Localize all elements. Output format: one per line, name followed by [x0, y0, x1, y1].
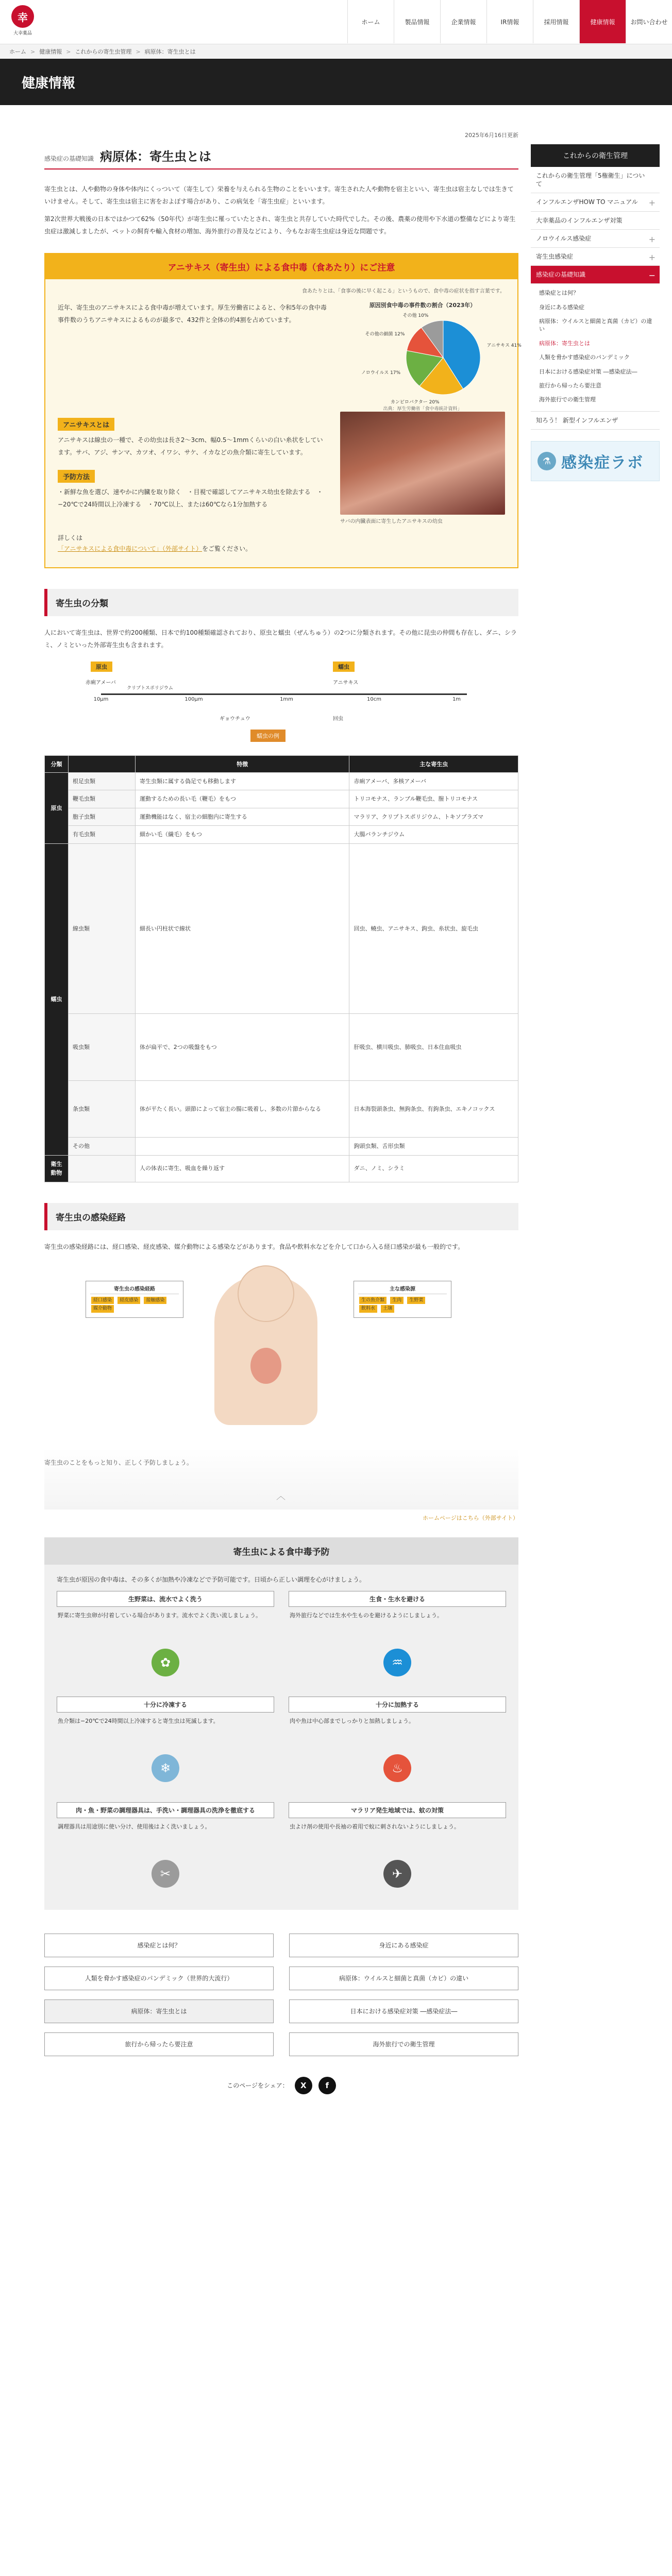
expand-icon[interactable]: + [648, 198, 656, 208]
sidebar-subitem[interactable]: 旅行から帰ったら要注意 [539, 382, 601, 389]
table-kind [69, 1155, 136, 1182]
fire-icon: ♨ [383, 1754, 411, 1782]
chart-note: 出典：厚生労働省「食中毒統計資料」 [383, 406, 462, 412]
routes-card-left [86, 1281, 183, 1318]
anisakis-photo-col [340, 412, 505, 526]
routes-text: 寄生虫の感染経路には、経口感染、経皮感染、媒介動物による感染などがあります。食品や飲料水などを介して口から入る経口感染が最も一般的です。 [44, 1243, 464, 1250]
table-row [45, 790, 518, 808]
related-link[interactable]: 旅行から帰ったら要注意 [44, 2032, 274, 2056]
nav-products[interactable]: 製品情報 [394, 0, 440, 43]
table-kind: 線虫類 [69, 844, 136, 1014]
table-examples: 日本海裂頭条虫、無鉤条虫、有鉤条虫、エキノコックス [349, 1081, 518, 1138]
article-main [44, 131, 522, 2094]
logo-mark-icon: 幸 [11, 5, 34, 28]
knife-icon: ✂ [152, 1860, 179, 1888]
related-link[interactable]: 身近にある感染症 [289, 1934, 518, 1957]
related-link[interactable]: 感染症とは何？ [44, 1934, 274, 1957]
related-link[interactable]: 日本における感染症対策 ―感染症法― [289, 1999, 518, 2023]
sidebar-subitem[interactable]: 感染症とは何？ [539, 290, 579, 297]
prevention-card [57, 1591, 274, 1686]
nav-contact[interactable]: お問い合わせ [626, 0, 672, 43]
sidebar-item[interactable]: ノロウイルス感染症 + [531, 230, 660, 248]
prevention-card-desc: 虫よけ剤の使用や長袖の着用で蚊に刺されないようにしましょう。 [290, 1823, 460, 1830]
route-tag: 媒介動物 [91, 1305, 114, 1312]
nav-health[interactable]: 健康情報 [579, 0, 626, 43]
tick-label: 100μm [184, 696, 203, 702]
breadcrumb-separator: > [66, 48, 71, 55]
table-header: 主な寄生虫 [349, 755, 518, 772]
table-feature: 運動するための長い毛（鞭毛）をもつ [136, 790, 349, 808]
prevent-text: ・新鮮な魚を選び、速やかに内臓を取り除く ・目視で確認してアニサキス幼虫を除去する ・−20℃で24時間以上冷凍する ・70℃以上、または60℃なら1分加熱する [58, 488, 323, 508]
helminth-example-button[interactable]: 蠕虫の例 [250, 730, 285, 742]
sidebar-subitem-current[interactable]: 病原体：寄生虫とは [539, 340, 590, 347]
related-link[interactable]: 人類を脅かす感染症のパンデミック（世界的大流行） [44, 1967, 274, 1990]
intro-paragraph-1: 寄生虫とは、人や動物の身体や体内にくっついて（寄生して）栄養を与えられる生物のことをいいます。寄生された人や動物を宿主といい、寄生虫は宿主なしでは生きていけません。そして、寄生虫は宿主に害をおよぼす場合があり、この病気を「寄生虫症」といいます。 [44, 185, 514, 205]
table-examples: 大腸バランチジウム [349, 826, 518, 844]
source-tag: 飲料水 [359, 1305, 377, 1312]
table-feature: 寄生虫類に属する偽足でも移動します [136, 772, 349, 790]
breadcrumb-separator: > [136, 48, 141, 55]
table-examples: ダニ、ノミ、シラミ [349, 1155, 518, 1182]
sidebar-subitem[interactable]: 日本における感染症対策 ―感染症法― [539, 368, 637, 375]
route-tag: 経皮感染 [117, 1297, 140, 1304]
table-feature: 細長い円柱状で線状 [136, 844, 349, 1014]
update-date: 2025年6月16日更新 [465, 132, 518, 139]
parasite-table [44, 755, 518, 1182]
more-prefix: 詳しくは [58, 534, 83, 541]
global-nav [347, 0, 672, 43]
prevention-card [289, 1591, 506, 1686]
expand-area [44, 1448, 518, 1510]
prevention-card-desc: 野菜に寄生虫卵が付着している場合があります。流水でよく洗い流しましょう。 [58, 1612, 262, 1619]
anisakis-what-col [58, 412, 328, 526]
table-row [45, 1014, 518, 1081]
tick-label: 1mm [280, 696, 293, 702]
table-category: 原虫 [45, 772, 69, 843]
prevention-card-title: 生食・生水を避ける [289, 1591, 506, 1607]
anisakis-box [44, 253, 522, 568]
sidebar-item[interactable]: 大幸薬品のインフルエンザ対策 [531, 212, 660, 230]
table-category: 衛生動物 [45, 1155, 69, 1182]
prevention-box [44, 1537, 518, 1910]
routes-card-right [354, 1281, 451, 1318]
more-suffix: をご覧ください。 [202, 545, 252, 553]
breadcrumb-current: 病原体：寄生虫とは [144, 48, 196, 55]
table-examples: トリコモナス、ランブル鞭毛虫、膣トリコモナス [349, 790, 518, 808]
prevention-card-desc: 海外旅行などでは生水や生ものを避けるようにしましょう。 [290, 1612, 443, 1619]
prevention-card-title: マラリア発生地域では、蚊の対策 [289, 1802, 506, 1818]
species-amoeba: 赤痢アメーバ [86, 680, 116, 686]
breadcrumb-separator: > [30, 48, 36, 55]
prevention-card-title: 生野菜は、流水でよく洗う [57, 1591, 274, 1607]
source-tag: 生野菜 [407, 1297, 425, 1304]
sidebar [531, 144, 660, 481]
mosquito-icon: ✈ [383, 1860, 411, 1888]
prevention-card-title: 十分に冷凍する [57, 1697, 274, 1713]
prevention-card-title: 十分に加熱する [289, 1697, 506, 1713]
prevention-card-desc: 魚介類は−20℃で24時間以上冷凍すると寄生虫は死滅します。 [58, 1717, 219, 1724]
prevention-intro: 寄生虫が原因の食中毒は、その多くが加熱や冷凍などで予防可能です。日頃から正しい調理を心がけましょう。 [57, 1575, 366, 1583]
vegetable-icon: ✿ [152, 1649, 179, 1676]
species-crypto: クリプトスポリジウム [127, 685, 173, 691]
sidebar-subitem[interactable]: 海外旅行での衛生管理 [539, 396, 596, 403]
prevention-card [57, 1697, 274, 1792]
company-logo[interactable] [7, 5, 38, 36]
share-bar [44, 2077, 518, 2094]
intro-paragraph-2: 第2次世界大戦後の日本ではかつて62%（50年代）が寄生虫に罹っていたとされ、寄生虫と共存していた時代でした。その後、農薬の使用や下水道の整備などにより寄生虫症は激減しましたが、ペットの飼育や輸入食材の増加、海外旅行の普及などにより、今もなお寄生虫症は身近な問題です。 [44, 215, 516, 235]
twitter-icon[interactable]: X [295, 2077, 312, 2094]
tick-label: 1m [452, 696, 461, 702]
water-icon: ♒ [383, 1649, 411, 1676]
chart-title: 原因別食中毒の事件数の割合（2023年） [369, 302, 476, 309]
table-row [45, 1138, 518, 1156]
nav-home[interactable]: ホーム [347, 0, 394, 43]
anisakis-chart-col [340, 301, 522, 412]
anisakis-inner [45, 279, 522, 567]
facebook-icon[interactable]: f [318, 2077, 336, 2094]
what-text: アニサキスは線虫の一種で、その幼虫は長さ2〜3cm、幅0.5〜1mmくらいの白い糸状をしています。サバ、アジ、サンマ、カツオ、イワシ、サケ、イカなどの魚介類に寄生しています。 [58, 436, 323, 456]
sidebar-subitem[interactable]: 人類を脅かす感染症のパンデミック [539, 354, 630, 361]
collapse-icon[interactable]: − [648, 270, 656, 281]
sidebar-item[interactable]: 寄生虫感染症 + [531, 248, 660, 266]
article-title: 病原体：寄生虫とは [100, 149, 212, 164]
sidebar-item[interactable]: これからの衛生管理「5権衛生」について [531, 167, 660, 193]
tick-label: 10cm [367, 696, 381, 702]
flask-icon: ⚗ [537, 452, 556, 470]
article-heading [44, 146, 518, 170]
classification-heading: 寄生虫の分類 [44, 589, 518, 616]
table-row [45, 844, 518, 1014]
tick-label: 10μm [93, 696, 109, 702]
breadcrumb-home[interactable]: ホーム [9, 48, 26, 55]
table-feature: 細かい毛（繊毛）をもつ [136, 826, 349, 844]
fade-text: 寄生虫のことをもっと知り、正しく予防しましょう。 [44, 1459, 193, 1466]
share-label: このページをシェア： [227, 2082, 289, 2090]
anisakis-external-link[interactable]: 「アニサキスによる食中毒について」（外部サイト） [58, 545, 203, 553]
table-examples: 肝吸虫、横川吸虫、肺吸虫、日本住血吸虫 [349, 1014, 518, 1081]
freezer-icon: ❄ [152, 1754, 179, 1782]
classification-text: 人において寄生虫は、世界で約200種類、日本で約100種類確認されており、原虫と蠕虫（ぜんちゅう）の2つに分類されます。その他に昆虫の仲間も存在し、ダニ、シラミ、ノミといった外部寄生虫も含まれます。 [44, 629, 517, 649]
table-feature: 体が扁平で、2つの吸盤をもつ [136, 1014, 349, 1081]
photo-caption: サバの内臓表面に寄生したアニサキスの幼虫 [340, 518, 443, 524]
anisakis-row-2 [58, 412, 505, 526]
table-feature: 運動機能はなく、宿主の細胞内に寄生する [136, 808, 349, 826]
table-kind: 根足虫類 [69, 772, 136, 790]
anisakis-text: 近年、寄生虫のアニサキスによる食中毒が増えています。厚生労働省によると、令和5年の食中毒事件数のうちアニサキスによるものが最多で、432件と全体の約4割を占めています。 [58, 304, 327, 324]
routes-card-right-title: 主な感染源 [358, 1285, 447, 1294]
breadcrumb-hygiene[interactable]: これからの寄生虫管理 [75, 48, 132, 55]
species-anisakis: アニサキス [333, 680, 359, 686]
source-tag: 土壌 [381, 1305, 394, 1312]
pie-label: カンピロバクター 20% [390, 399, 440, 405]
related-link[interactable]: 海外旅行での衛生管理 [289, 2032, 518, 2056]
sidebar-subitem[interactable]: 身近にある感染症 [539, 303, 584, 311]
table-examples: 赤痢アメーバ、多核アメーバ [349, 772, 518, 790]
more-info [58, 533, 505, 555]
expand-icon[interactable]: + [648, 252, 656, 262]
breadcrumb [0, 44, 672, 59]
lab-banner-text: 感染症ラボ [561, 454, 644, 472]
table-row [45, 1081, 518, 1138]
table-row [45, 826, 518, 844]
table-row [45, 1155, 518, 1182]
anisakis-photo [340, 412, 505, 515]
logo-text: 大幸薬品 [13, 31, 32, 36]
table-kind: 吸虫類 [69, 1014, 136, 1081]
chevron-up-icon[interactable]: ︿ [276, 1490, 285, 1502]
stomach [250, 1348, 281, 1384]
size-scale [44, 657, 518, 745]
external-homepage-link[interactable]: ホームページはこちら（外部サイト） [422, 1514, 518, 1521]
table-kind: 鞭毛虫類 [69, 790, 136, 808]
table-feature: 人の体表に寄生、吸血を繰り返す [136, 1155, 349, 1182]
lab-banner[interactable] [531, 441, 660, 481]
sidebar-item-active[interactable]: 感染症の基礎知識 − [531, 266, 660, 284]
sidebar-heading: これからの衛生管理 [531, 144, 660, 167]
nav-company[interactable]: 企業情報 [440, 0, 486, 43]
species-pinworm: ギョウチュウ [220, 716, 250, 722]
table-row [45, 772, 518, 790]
routes-heading: 寄生虫の感染経路 [44, 1203, 518, 1230]
table-feature [136, 1138, 349, 1156]
related-link[interactable]: 病原体：ウイルスと細菌と真菌（カビ）の違い [289, 1967, 518, 1990]
anisakis-subnote: 食あたりとは、「食事の後に早く起こる」というもので、食中毒の症状を指す言葉です。 [302, 289, 505, 294]
route-tag: 経口感染 [91, 1297, 114, 1304]
article-category: 感染症の基礎知識 [44, 155, 94, 162]
scale-axis [101, 693, 467, 695]
species-roundworm: 回虫 [333, 716, 343, 722]
table-kind: 有毛虫類 [69, 826, 136, 844]
pie-label: その他 10% [402, 313, 429, 318]
source-tag: 生肉 [390, 1297, 404, 1304]
route-tag: 接触感染 [144, 1297, 166, 1304]
pie-chart [340, 310, 522, 405]
table-header: 特徴 [136, 755, 349, 772]
pie-label: アニサキス 41% [486, 343, 522, 348]
related-links [44, 1934, 518, 2056]
table-kind: 条虫類 [69, 1081, 136, 1138]
anisakis-text-col [58, 301, 328, 412]
source-tag: 生の魚介類 [359, 1297, 387, 1304]
prevention-heading: 寄生虫による食中毒予防 [44, 1537, 518, 1565]
prevention-card [57, 1802, 274, 1897]
routes-illustration [44, 1265, 518, 1435]
prevention-card [289, 1802, 506, 1897]
expand-icon[interactable]: + [648, 234, 656, 244]
table-kind: 胞子虫類 [69, 808, 136, 826]
table-row [45, 808, 518, 826]
nav-recruit[interactable]: 採用情報 [533, 0, 579, 43]
table-feature: 体が平たく長い。頭節によって宿主の腸に吸着し、多数の片節からなる [136, 1081, 349, 1138]
what-label: アニサキスとは [58, 418, 114, 431]
prevent-label: 予防方法 [58, 470, 95, 483]
sidebar-subitem[interactable]: 病原体：ウイルスと細菌と真菌（カビ）の違い [539, 318, 652, 333]
anisakis-row-1 [58, 301, 522, 412]
breadcrumb-health[interactable]: 健康情報 [39, 48, 62, 55]
table-examples: 回虫、蟯虫、アニサキス、鉤虫、糸状虫、旋毛虫 [349, 844, 518, 1014]
pie-label: ノロウイルス 17% [361, 370, 401, 376]
prevention-card [289, 1697, 506, 1792]
sidebar-item[interactable]: インフルエンザHOW TO マニュアル + [531, 193, 660, 211]
site-header [0, 0, 672, 44]
title-band [0, 59, 672, 105]
sidebar-item[interactable]: 知ろう！ 新型インフルエンザ [531, 412, 660, 430]
table-examples: 鉤頭虫類、舌形虫類 [349, 1138, 518, 1156]
table-header: 分類 [45, 755, 69, 772]
prevention-card-title: 肉・魚・野菜の調理器具は、手洗い・調理器具の洗浄を徹底する [57, 1802, 274, 1818]
table-category: 蠕虫 [45, 844, 69, 1156]
group-protozoa: 原虫 [91, 662, 112, 672]
table-kind: その他 [69, 1138, 136, 1156]
related-link-current[interactable]: 病原体：寄生虫とは [44, 1999, 274, 2023]
group-helminth: 蠕虫 [333, 662, 355, 672]
routes-card-left-title: 寄生虫の感染経路 [90, 1285, 179, 1294]
table-examples: マラリア、クリプトスポリジウム、トキソプラズマ [349, 808, 518, 826]
table-header [69, 755, 136, 772]
anisakis-heading: アニサキス（寄生虫）による食中毒（食あたり）にご注意 [45, 254, 517, 279]
human-head [238, 1265, 294, 1322]
prevention-card-desc: 肉や魚は中心部までしっかりと加熱しましょう。 [290, 1717, 414, 1724]
sidebar-submenu [531, 284, 660, 412]
nav-ir[interactable]: IR情報 [486, 0, 533, 43]
page-title: 健康情報 [22, 75, 76, 91]
pie-label: その他の細菌 12% [365, 331, 405, 337]
prevention-grid [44, 1591, 518, 1897]
prevention-card-desc: 調理器具は用途別に使い分け、使用後はよく洗いましょう。 [58, 1823, 211, 1830]
